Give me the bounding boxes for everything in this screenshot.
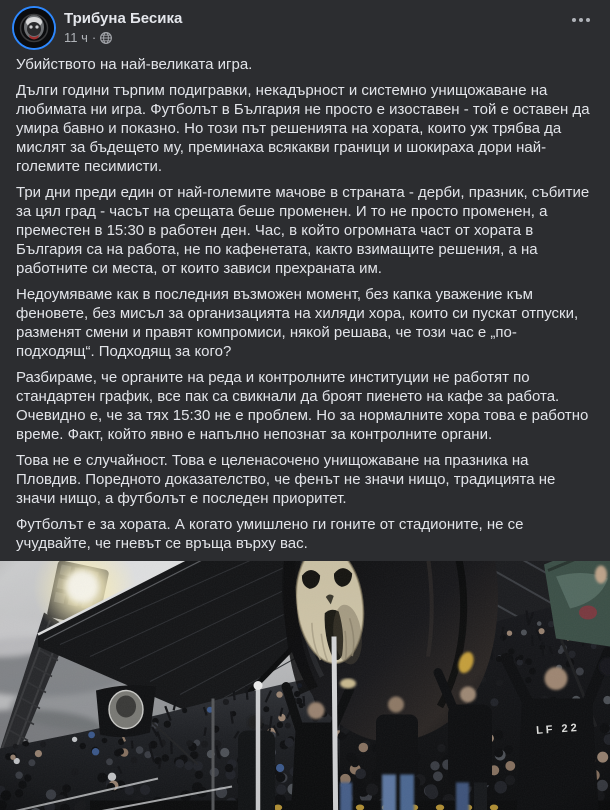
page-avatar[interactable] bbox=[14, 8, 54, 48]
vignette bbox=[0, 561, 610, 810]
club-crest-logo bbox=[14, 8, 54, 48]
post-header bbox=[0, 0, 610, 48]
post-text bbox=[0, 48, 610, 561]
post-paragraph: Футболът е за хората. А когато умишлено ги гоните от стадионите, не се учудвайте, че гневът се връща върху вас. bbox=[16, 516, 524, 552]
post-paragraph: Убийството на най-великата игра. bbox=[16, 56, 253, 73]
post-meta bbox=[64, 31, 566, 45]
post-paragraph: Дълги години търпим подигравки, некадърност и системно унищожаване на любимата ни игра. Футболът в България не просто е изоставен - той е оставен да умира бавно и показно. Но този път решенията на хората, които уж трябва да мислят за бъдещето му, преминаха всякакви граници и шокираха дори най-големите песимисти. bbox=[16, 82, 590, 175]
three-dots-icon-dot bbox=[579, 18, 583, 22]
post-paragraph: Разбираме, че органите на реда и контролните институции не работят по стандартен график, все пак са свикнали да броят пиенето на кафе за работа. Очевидно е, че за тях 15:30 не е проблем. Но за нормалните хора това е работно време. Факт, който явно е напълно непознат за контролните органи. bbox=[16, 369, 589, 443]
post-paragraph: Това не е случайност. Това е целенасочено унищожаване на празника на Пловдив. Поредното доказателство, че фенът не значи нищо, традицията не значи нищо, а футболът е последен приоритет. bbox=[16, 452, 556, 507]
post-timestamp[interactable]: 11 ч bbox=[64, 30, 88, 45]
post-photo[interactable] bbox=[0, 561, 610, 810]
header-info bbox=[64, 8, 566, 45]
page-name-link[interactable]: Трибуна Бесика bbox=[64, 10, 183, 27]
post-paragraph: Недоумяваме как в последния възможен момент, без капка уважение към феновете, без мисъл за организацията на хиляди хора, които си пускат отпуски, разменят смени и правят компромиси, някой решава, че този час е „по-подходящ“. Подходящ за кого? bbox=[16, 286, 579, 360]
three-dots-icon bbox=[572, 18, 576, 22]
three-dots-icon-dot2 bbox=[586, 18, 590, 22]
post-paragraph: Три дни преди един от най-големите мачове в страната - дерби, празник, събитие за цял град - часът на срещата беше променен. И то не просто променен, а преместен в 15:30 в работен ден. Час, в който огромната част от хората в България са на работа, не по кафенетата, както взимащите решения, а на работните си места, от които зависи прехраната им. bbox=[16, 184, 590, 277]
meta-separator: · bbox=[91, 30, 97, 45]
post-menu-button[interactable] bbox=[566, 8, 596, 32]
globe-icon bbox=[100, 32, 112, 44]
